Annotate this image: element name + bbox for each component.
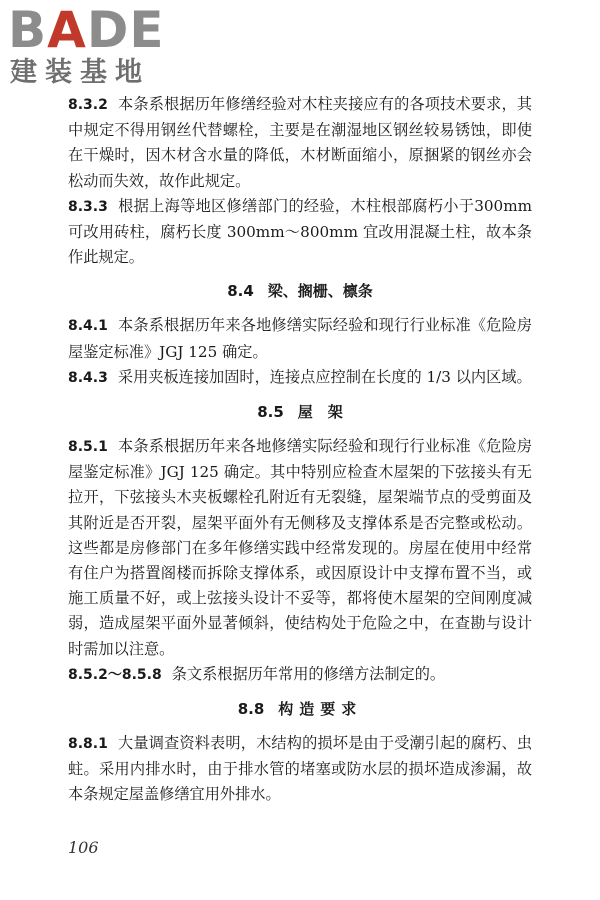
clause-8-5-2-to-8-5-8 [68,662,532,688]
section-number: 8.4 [227,282,254,301]
clause-number: 8.3.2 [68,97,108,113]
section-number: 8.8 [237,700,265,719]
clause-number: 8.5.2～8.5.8 [68,666,162,683]
clause-number: 8.4.1 [68,318,108,335]
section-title: 屋 架 [297,403,343,422]
clause-8-3-2 [68,92,532,194]
clause-text: 根据上海等地区修缮部门的经验，木柱根部腐朽小于300mm可改用砖柱，腐朽长度 300mm～800mm 宜改用混凝土柱，故本条作此规定。 [68,196,532,267]
clause-8-4-1 [68,313,532,364]
section-heading-8-5 [68,400,532,425]
clause-8-8-1 [68,731,532,808]
clause-text: 条文系根据历年常用的修缮方法制定的。 [171,664,446,683]
section-number: 8.5 [257,403,284,422]
clause-text: 本条系根据历年来各地修缮实际经验和现行行业标准《危险房屋鉴定标准》JGJ 125 确定。其中特别应检查木屋架的下弦接头有无拉开，下弦接头木夹板螺栓孔附近有无裂缝，屋架端节点的受剪面及其附近是否开裂，屋架平面外有无侧移及支撑体系是否完整或松动。这些都是房修部门在多年修缮实践中经常发现的。房屋在使用中经常有住户为搭置阁楼而拆除支撑体系，或因原设计中支撑布置不当，或施工质量不好，或上弦接头设计不妥等，都将使木屋架的空间刚度减弱，造成屋架平面外显著倾斜，使结构处于危险之中，在查勘与设计时需加以注意。 [68,437,532,658]
clause-number: 8.8.1 [68,736,108,753]
clause-8-4-3 [68,365,532,391]
clause-number: 8.5.1 [68,439,108,456]
section-title: 梁、搁栅、檩条 [267,282,373,301]
clause-8-3-3 [68,194,532,271]
section-heading-8-8 [68,697,532,722]
logo [8,1,178,90]
logo-wordmark: BADE [8,1,165,59]
section-title: 构造要求 [278,700,363,719]
section-heading-8-4 [68,279,532,304]
clause-number: 8.4.3 [68,369,108,386]
clause-text: 大量调查资料表明，木结构的损坏是由于受潮引起的腐朽、虫蛀。采用内排水时，由于排水管的堵塞或防水层的损坏造成渗漏，故本条规定屋盖修缮宜用外排水。 [68,734,532,804]
clause-number: 8.3.3 [68,198,108,215]
clause-8-5-1 [68,434,532,662]
logo-accent-letter: A [47,1,87,59]
clause-text: 本条系根据历年来各地修缮实际经验和现行行业标准《危险房屋鉴定标准》JGJ 125 确定。 [68,316,532,361]
page-number: 106 [68,838,99,857]
clause-text: 采用夹板连接加固时，连接点应控制在长度的 1/3 以内区域。 [117,367,532,386]
logo-subtitle: 建装基地 [10,57,150,88]
clause-text: 本条系根据历年修缮经验对木柱夹接应有的各项技术要求，其中规定不得用钢丝代替螺栓，主要是在潮湿地区钢丝较易锈蚀，即使在干燥时，因木材含水量的降低，木材断面缩小，原捆紧的钢丝亦会松动而失效，故作此规定。 [68,95,532,190]
page-body [68,92,532,808]
